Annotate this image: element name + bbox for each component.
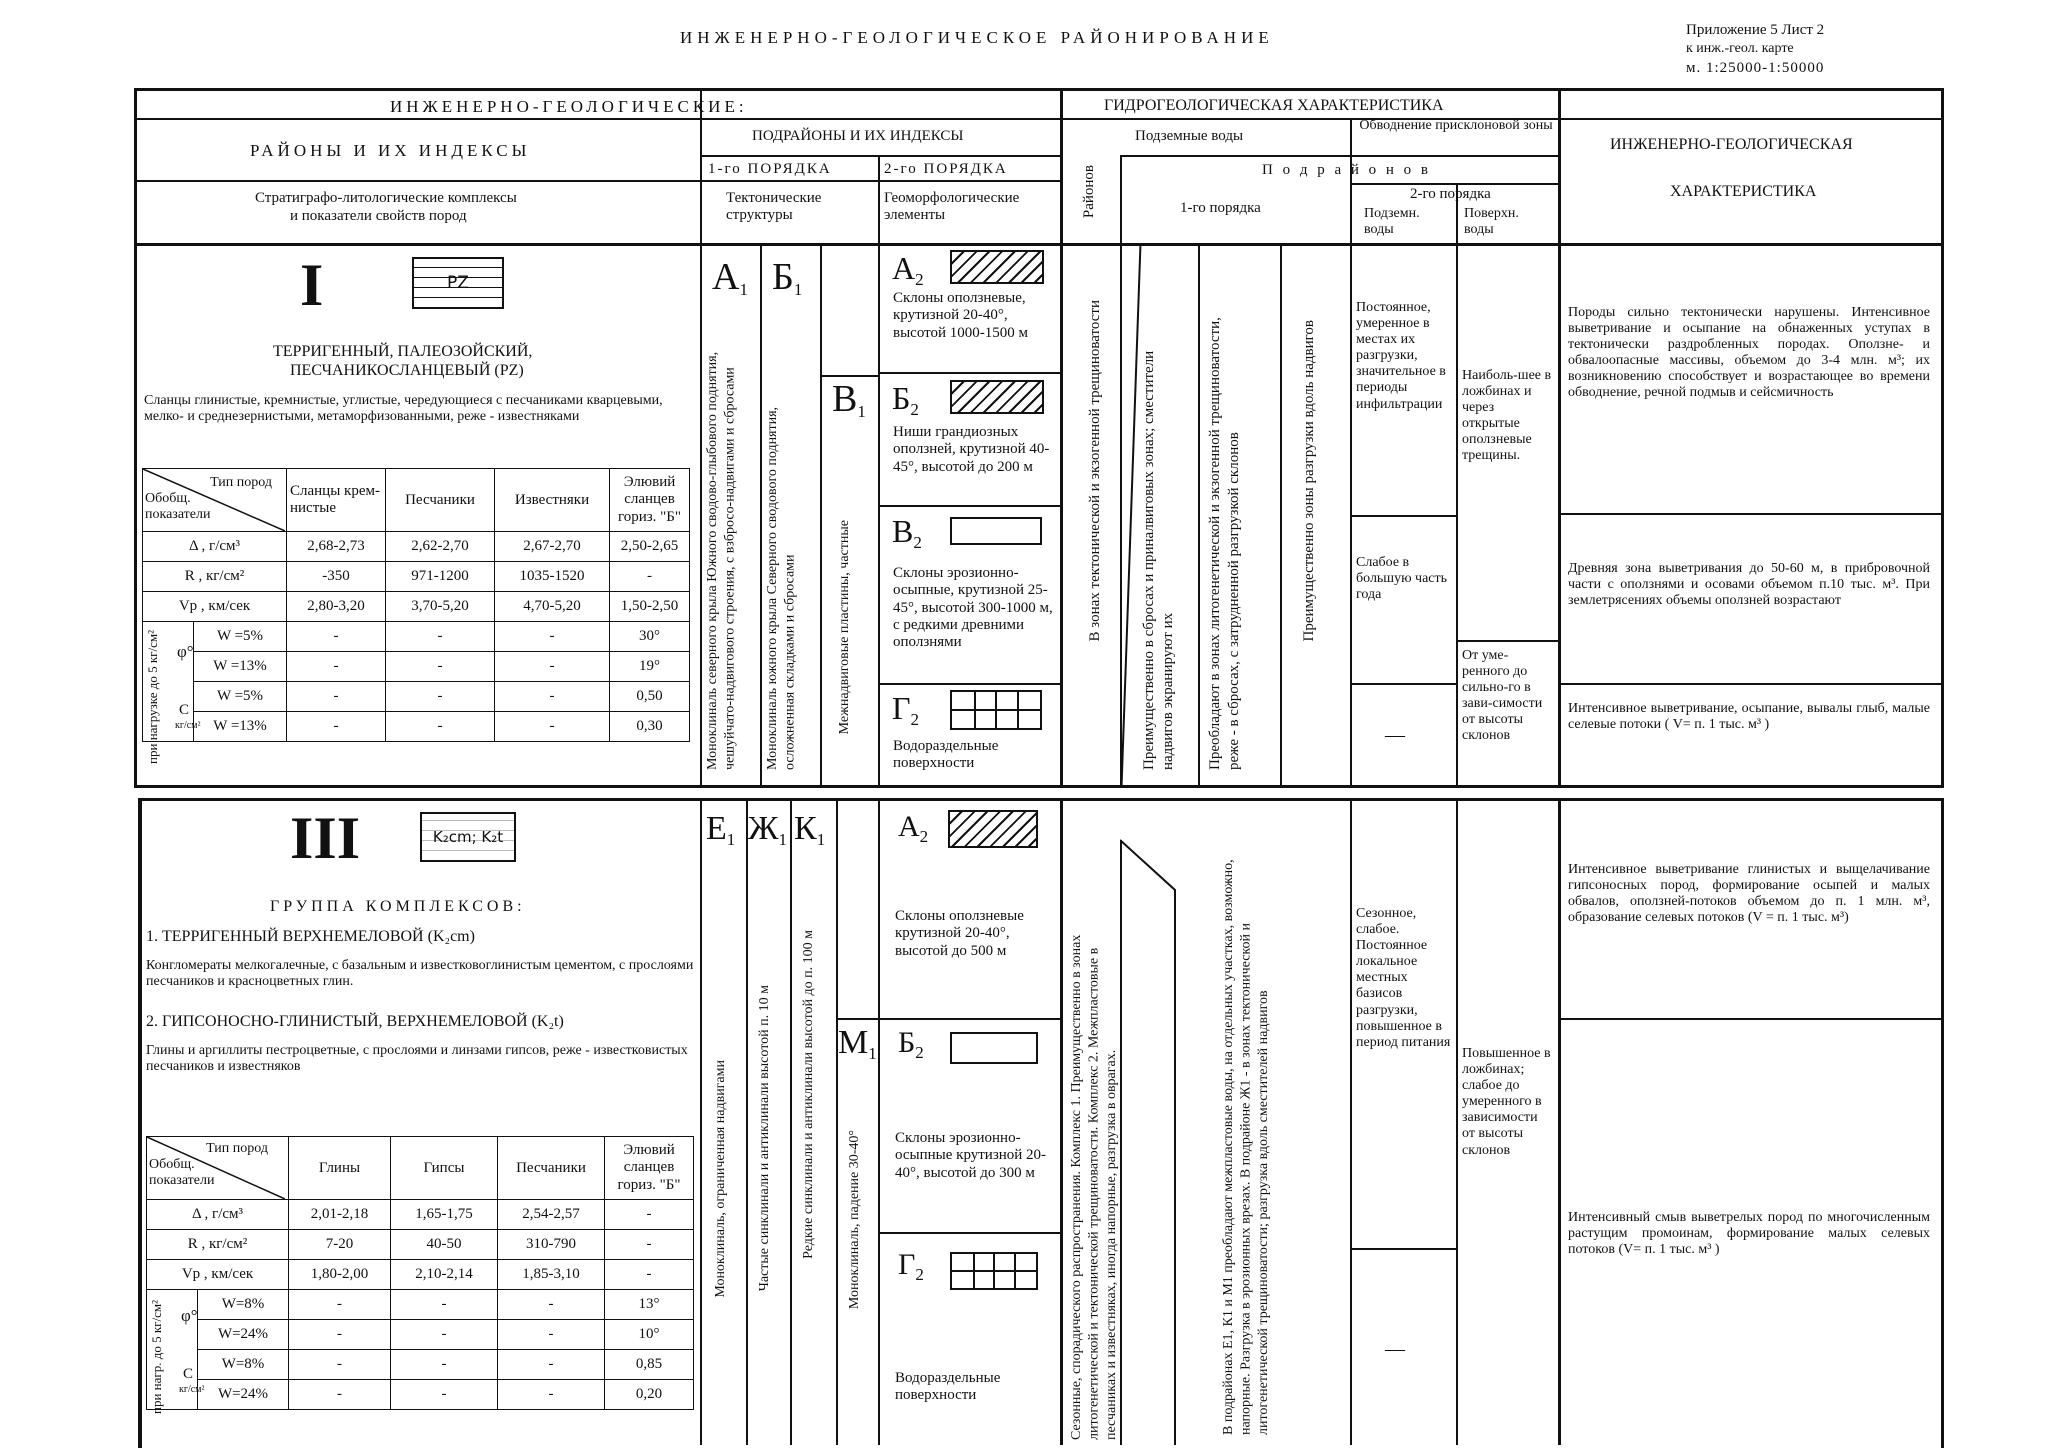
r3-cell: 2,01-2,18 — [289, 1200, 391, 1230]
index-G2: $Г_2$ — [892, 690, 919, 729]
header-watering: Обводнение присклоновой зоны — [1359, 118, 1553, 133]
r3-cell: - — [498, 1380, 605, 1410]
index-B2-r3: $Б_2$ — [898, 1026, 924, 1062]
r3-row-label: W=8% — [198, 1350, 289, 1380]
r3-tectonic-Zh1: Частые синклинали и антиклинали высотой п. 10 м — [757, 985, 772, 1292]
r3-cell: - — [605, 1200, 694, 1230]
header-engineering-geological: ИНЖЕНЕРНО-ГЕОЛОГИЧЕСКИЕ: — [390, 97, 748, 116]
r3-cell: - — [391, 1380, 498, 1410]
index-B2: $Б_2$ — [892, 380, 919, 419]
region-1-numeral: I — [300, 252, 324, 318]
r1-surface-1: Наиболь-шее в ложбинах и через открытые оползневые трещины. — [1462, 368, 1552, 464]
r3-c: C — [183, 1366, 194, 1382]
index-G2-r3: $Г_2$ — [898, 1248, 924, 1284]
r1-cell: - — [495, 622, 610, 652]
r1-cell: 0,50 — [610, 682, 690, 712]
r1-col-3: Известняки — [495, 469, 610, 532]
r3-tectonic-K1: Редкие синклинали и антиклинали высотой до п. 100 м — [801, 930, 816, 1259]
r1-cell: 1035-1520 — [495, 562, 610, 592]
r1-cell: 2,67-2,70 — [495, 532, 610, 562]
index-V1: $В_1$ — [832, 378, 866, 421]
header-order-1: 1-го ПОРЯДКА — [708, 161, 832, 177]
grid-G2-r3-icon — [950, 1252, 1038, 1290]
r3-side-label: при нагр. до 5 кг/см² — [149, 1300, 164, 1414]
header-surface-water: Поверхн. воды — [1464, 206, 1519, 238]
region-1-property-table — [142, 468, 690, 764]
index-A1: $А_1$ — [712, 256, 748, 299]
r1-row-label: W =13% — [194, 712, 287, 742]
r3-cell: - — [605, 1230, 694, 1260]
r1-eng-2: Древняя зона выветривания до 50-60 м, в прибровочной части с оползнями и осовами объемом п.10 тыс. м³. При землетрясениях объемы оползней возрастают — [1568, 561, 1930, 609]
r3-cell: 0,85 — [605, 1350, 694, 1380]
r1-col-2: Песчаники — [386, 469, 495, 532]
r1-hydro-region: В зонах тектонической и экзогенной трещиноватости — [1087, 300, 1103, 642]
header-subregions-indexes: ПОДРАЙОНЫ И ИХ ИНДЕКСЫ — [752, 128, 964, 144]
r3-row-label: W=24% — [198, 1320, 289, 1350]
region-3-symbol: K₂cm; K₂t — [420, 812, 516, 862]
header-eng-char-2: ХАРАКТЕРИСТИКА — [1670, 183, 1817, 200]
grid-G2-icon — [950, 690, 1042, 730]
header-hydro-char: ГИДРОГЕОЛОГИЧЕСКАЯ ХАРАКТЕРИСТИКА — [1104, 97, 1444, 114]
r3-cell: - — [289, 1320, 391, 1350]
r1-cell: 2,68-2,73 — [287, 532, 386, 562]
r1-cell: - — [386, 712, 495, 742]
r1-underground-3: — — [1385, 724, 1405, 746]
r1-surface-2: От уме-ренного до сильно-го в зави-симости от высоты склонов — [1462, 648, 1543, 744]
r1-row-label: Δ , г/см³ — [143, 532, 287, 562]
r3-cell: 10° — [605, 1320, 694, 1350]
header-regions: Районов — [1081, 165, 1097, 219]
r3-cell: - — [391, 1290, 498, 1320]
r3-cell: - — [289, 1350, 391, 1380]
r3-cell: 2,54-2,57 — [498, 1200, 605, 1230]
region-3-numeral: III — [290, 805, 361, 871]
r3-row-label: Δ , г/см³ — [147, 1200, 289, 1230]
header-groundwater: Подземные воды — [1135, 128, 1244, 144]
r3-row-label: W=24% — [198, 1380, 289, 1410]
header-geomorph: Геоморфологические элементы — [884, 190, 1020, 224]
r1-hydro-sub-1: Преимущественно в сбросах и приналвиговых зонах; сместители надвигов экранируют их — [1141, 350, 1176, 770]
header-underground-water: Подземн. воды — [1364, 206, 1420, 238]
r3-underground-1: Сезонное, слабое. Постоянное локальное местных базисов разгрузки, повышенное в период питания — [1356, 906, 1451, 1050]
region-3-c2-title: 2. ГИПСОНОСНО-ГЛИНИСТЫЙ, ВЕРХНЕМЕЛОВОЙ (K₂t) — [146, 1013, 564, 1030]
r3-cell: 2,10-2,14 — [391, 1260, 498, 1290]
hatch-A2-r3-icon — [948, 810, 1038, 848]
r3-row-label: W=8% — [198, 1290, 289, 1320]
r1-cell: 1,50-2,50 — [610, 592, 690, 622]
appendix-line-3: м. 1:25000-1:50000 — [1686, 60, 1825, 76]
region-3-c1-title: 1. ТЕРРИГЕННЫЙ ВЕРХНЕМЕЛОВОЙ (K₂cm) — [146, 928, 475, 945]
r3-col-3: Песчаники — [498, 1137, 605, 1200]
r3-eng-2: Интенсивный смыв выветрелых пород по многочисленным растущим промоинам, формирование малых селевых потоков (V= п. 1 тыс. м³ ) — [1568, 1210, 1930, 1258]
region-3-c2-desc: Глины и аргиллиты пестроцветные, с прослоями и линзами гипсов, реже - известковистых песчаников и известняков — [146, 1043, 688, 1075]
header-strat-line-1: Стратиграфо-литологические комплексы — [255, 190, 517, 206]
header-subregions: П о д р а й о н о в — [1262, 162, 1432, 178]
r1-tectonic-B1: Моноклиналь южного крыла Северного сводового поднятия, осложненная складками и сбросами — [765, 406, 798, 770]
region-1-symbol: PZ — [412, 257, 504, 309]
r1-c-unit: кг/см² — [175, 720, 201, 731]
r3-cell: 40-50 — [391, 1230, 498, 1260]
r1-cell: -350 — [287, 562, 386, 592]
header-strat-line-2: и показатели свойств пород — [290, 208, 467, 224]
r3-phi: φ° — [181, 1306, 198, 1325]
r1-cell: 19° — [610, 652, 690, 682]
region-1-description: Сланцы глинистые, кремнистые, углистые, чередующиеся с песчаниками кварцевыми, мелко- и среднезернистыми, метаморфизованными, реже - известняками — [144, 393, 663, 425]
r3-cell: - — [289, 1380, 391, 1410]
r3-tectonic-M1: Моноклиналь, падение 30-40° — [847, 1130, 862, 1310]
r1-underground-1: Постоянное, умеренное в местах их разгрузки, значительное в периоды инфильтрации — [1356, 300, 1446, 412]
r1-col-4: Элювий сланцев гориз. "Б" — [610, 469, 690, 532]
r1-hydro-sub-3: Преимущественно зоны разгрузки вдоль надвигов — [1301, 320, 1317, 642]
r3-row-label: Vp , км/сек — [147, 1260, 289, 1290]
r3-eng-1: Интенсивное выветривание глинистых и выщелачивание гипсоносных пород, формирование осыпей и малых обвалов, оползней-потоков объемом до п. 1 млн. м³, образование селевых потоков (V = п. 1 тыс. м³) — [1568, 862, 1930, 926]
index-A2-r3: $А_2$ — [898, 810, 929, 846]
header-eng-char-1: ИНЖЕНЕРНО-ГЕОЛОГИЧЕСКАЯ — [1610, 136, 1853, 153]
r1-cell: - — [386, 652, 495, 682]
r3-row-label: R , кг/см² — [147, 1230, 289, 1260]
r3-underground-2: — — [1385, 1338, 1405, 1360]
r1-col-1: Сланцы крем-нистые — [287, 469, 386, 532]
hatch-A2-icon — [950, 250, 1044, 284]
r1-corner-top: Тип пород — [210, 475, 272, 490]
r1-cell: - — [287, 622, 386, 652]
r1-cell: 2,80-3,20 — [287, 592, 386, 622]
appendix-line-1: Приложение 5 Лист 2 — [1686, 22, 1825, 38]
r1-row-label: Vp , км/сек — [143, 592, 287, 622]
region-1-name-1: ТЕРРИГЕННЫЙ, ПАЛЕОЗОЙСКИЙ, — [273, 343, 533, 360]
region-1-name-2: ПЕСЧАНИКОСЛАНЦЕВЫЙ (PZ) — [290, 362, 524, 379]
r1-geo-B2: Ниши грандиозных оползней, крутизной 40-45°, высотой до 200 м — [893, 424, 1050, 475]
header-tectonic: Тектонические структуры — [726, 190, 822, 224]
r3-corner-top: Тип пород — [206, 1141, 268, 1156]
index-K1: $К_1$ — [794, 810, 826, 849]
r1-tectonic-A1: Моноклиналь северного крыла Южного сводово-глыбового поднятия, чешуйчато-надвигового строения, с взбросо-надвигами и сбросами — [705, 351, 738, 770]
r1-geo-G2: Водораздельные поверхности — [893, 738, 999, 772]
r3-geo-G2: Водораздельные поверхности — [895, 1370, 1001, 1404]
r3-cell: - — [391, 1350, 498, 1380]
r1-cell: - — [287, 682, 386, 712]
r1-cell: 30° — [610, 622, 690, 652]
r1-cell: - — [495, 682, 610, 712]
r3-hydro-region: Сезонные, спорадического распространения. Комплекс 1. Преимущественно в зонах литогенетической и тектонической трещиноватости. Комплекс 2. Межпластовые в песчаниках и известняках, иногда напорные, разгрузка в оврагах. — [1069, 934, 1119, 1440]
r3-cell: - — [498, 1350, 605, 1380]
r1-cell: 2,50-2,65 — [610, 532, 690, 562]
region-3-property-table — [146, 1136, 694, 1414]
r1-cell: - — [287, 652, 386, 682]
index-M1: $М_1$ — [838, 1024, 877, 1063]
header-sub-order-1: 1-го порядка — [1180, 200, 1261, 216]
r3-cell: - — [498, 1290, 605, 1320]
r1-cell: 2,62-2,70 — [386, 532, 495, 562]
r3-surface-1: Повышенное в ложбинах; слабое до умеренного в зависимости от высоты склонов — [1462, 1046, 1551, 1158]
r3-cell: 0,20 — [605, 1380, 694, 1410]
r3-cell: 13° — [605, 1290, 694, 1320]
r3-cell: - — [289, 1290, 391, 1320]
r3-cell: 1,65-1,75 — [391, 1200, 498, 1230]
appendix-line-2: к инж.-геол. карте — [1686, 41, 1794, 56]
r3-cell: 1,80-2,00 — [289, 1260, 391, 1290]
r1-eng-1: Породы сильно тектонически нарушены. Интенсивное выветривание и осыпание на обнаженных уступах в тектонически раздробленных породах. Оползне- и обвалоопасные массивы, объемом до 3-4 млн. м³; их возникновению способствует и возрастающее во времени обводнение, речной подмыв и сейсмичность — [1568, 305, 1930, 401]
r3-cell: - — [498, 1320, 605, 1350]
r3-cell: 1,85-3,10 — [498, 1260, 605, 1290]
index-Zh1: $Ж_1$ — [748, 810, 787, 849]
r1-cell: - — [610, 562, 690, 592]
r1-row-label: W =13% — [194, 652, 287, 682]
r1-cell: 0,30 — [610, 712, 690, 742]
r1-cell: - — [287, 712, 386, 742]
r3-c-unit: кг/см² — [179, 1384, 205, 1395]
r3-hydro-sub: В подрайонах Е1, К1 и М1 преобладают межпластовые воды, на отдельных участках, возможно, напорные. Разгрузка в эрозионных врезах. В подрайоне Ж1 - в зонах тектонической и литогенетической трещиноватости; разгрузка вдоль сместителей надвигов — [1221, 859, 1271, 1435]
r3-geo-B2: Склоны эрозионно-осыпные крутизной 20-40°, высотой до 300 м — [895, 1130, 1047, 1181]
r1-underground-2: Слабое в большую часть года — [1356, 555, 1448, 603]
r3-col-4: Элювий сланцев гориз. "Б" — [605, 1137, 694, 1200]
rect-B2-r3-icon — [950, 1032, 1038, 1064]
r1-hydro-sub-2: Преобладают в зонах литогенетической и экзогенной трещиноватости, реже - в сбросах, с затрудненной разгрузкой склонов — [1207, 317, 1242, 770]
r1-cell: - — [495, 652, 610, 682]
r3-geo-A2: Склоны оползневые крутизной 20-40°, высотой до 500 м — [895, 908, 1024, 959]
r3-cell: - — [605, 1260, 694, 1290]
header-order-2: 2-го ПОРЯДКА — [884, 161, 1008, 177]
r1-geo-V2: Склоны эрозионно-осыпные, крутизной 25-45°, высотой 300-1000 м, с редкими древними оползнями — [893, 565, 1053, 650]
r1-cell: - — [386, 622, 495, 652]
r1-eng-3: Интенсивное выветривание, осыпание, вывалы глыб, малые селевые потоки ( V= п. 1 тыс. м³ ) — [1568, 701, 1930, 733]
r1-tectonic-V1: Межнадвиговые пластины, частные — [837, 520, 852, 735]
header-sub-order-2: 2-го порядка — [1410, 186, 1491, 202]
rect-V2-icon — [950, 517, 1042, 545]
r1-cell: - — [495, 712, 610, 742]
r1-cell: 3,70-5,20 — [386, 592, 495, 622]
r1-c: C — [179, 702, 190, 718]
r1-corner-bottom: Обобщ. показатели — [145, 491, 211, 523]
hatch-B2-icon — [950, 380, 1044, 414]
r3-col-1: Глины — [289, 1137, 391, 1200]
page-title: ИНЖЕНЕРНО-ГЕОЛОГИЧЕСКОЕ РАЙОНИРОВАНИЕ — [680, 28, 1274, 47]
index-E1: $Е_1$ — [706, 810, 736, 849]
r1-cell: 4,70-5,20 — [495, 592, 610, 622]
r3-cell: 7-20 — [289, 1230, 391, 1260]
index-B1: $Б_1$ — [772, 256, 803, 299]
header-regions-indexes: РАЙОНЫ И ИХ ИНДЕКСЫ — [250, 141, 531, 160]
r1-side-label: при нагрузке до 5 кг/см² — [145, 630, 160, 764]
r1-cell: 971-1200 — [386, 562, 495, 592]
index-A2: $А_2$ — [892, 250, 924, 289]
r3-tectonic-E1: Моноклиналь, ограниченная надвигами — [713, 1060, 728, 1298]
r3-cell: 310-790 — [498, 1230, 605, 1260]
r1-row-label: W =5% — [194, 682, 287, 712]
index-V2: $В_2$ — [892, 513, 922, 552]
r1-row-label: W =5% — [194, 622, 287, 652]
region-3-c1-desc: Конгломераты мелкогалечные, с базальным и известковоглинистым цементом, с прослоями песчаников и красноцветных глин. — [146, 958, 694, 990]
r3-col-2: Гипсы — [391, 1137, 498, 1200]
r1-geo-A2: Склоны оползневые, крутизной 20-40°, высотой 1000-1500 м — [893, 290, 1028, 341]
region-3-group-title: ГРУППА КОМПЛЕКСОВ: — [270, 898, 526, 915]
r1-row-label: R , кг/см² — [143, 562, 287, 592]
r1-phi: φ° — [177, 642, 194, 661]
r1-cell: - — [386, 682, 495, 712]
r3-corner-bottom: Обобщ. показатели — [149, 1157, 215, 1189]
r3-cell: - — [391, 1320, 498, 1350]
